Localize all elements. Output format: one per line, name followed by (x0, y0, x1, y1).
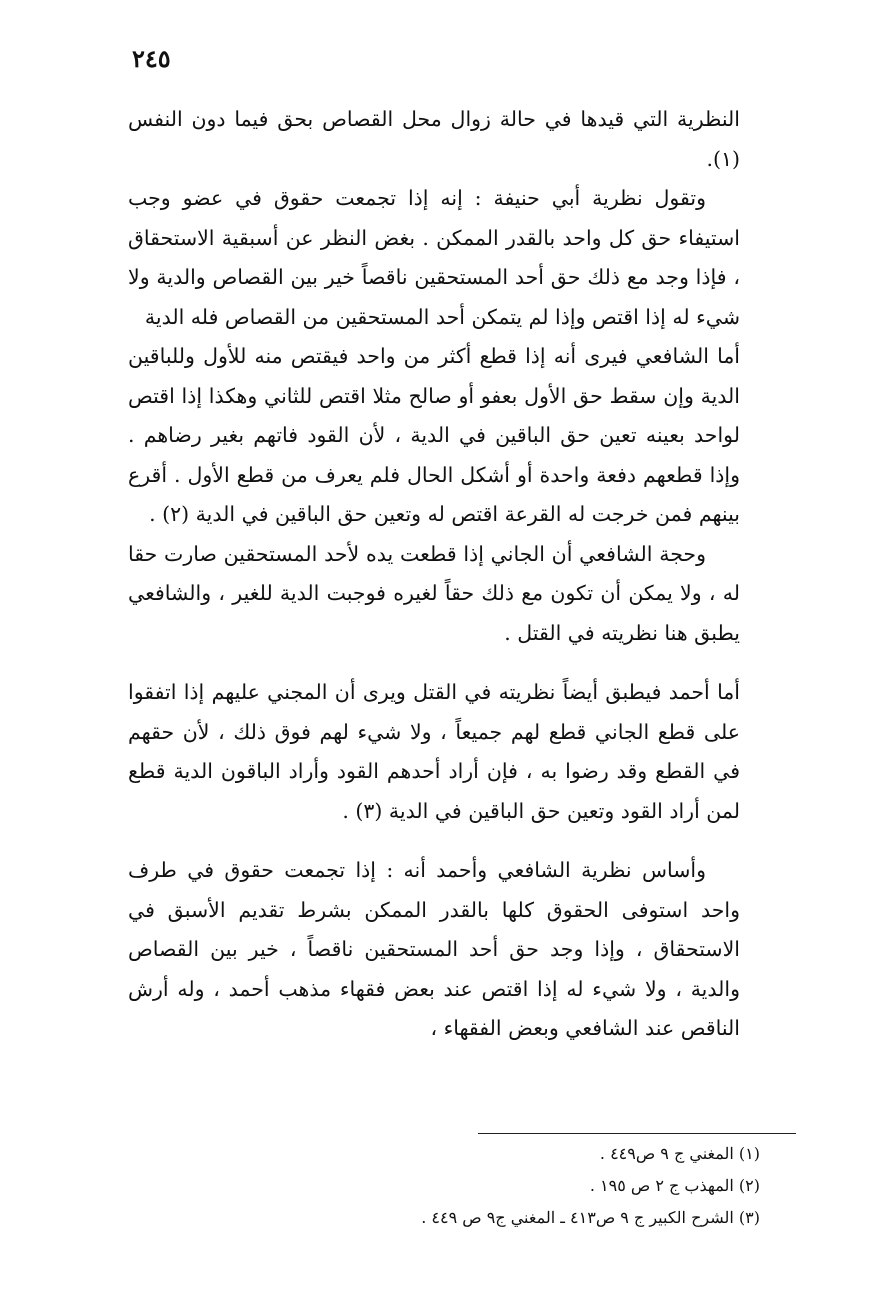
paragraph: أما الشافعي فيرى أنه إذا قطع أكثر من واحد فيقتص منه للأول وللباقين الدية وإن سقط حق الأول بعفو أو صالح مثلا اقتص للثاني وهكذا إذا اقتص لواحد بعينه تعين حق الباقين في الدية ، لأن القود فاتهم بغير رضاهم . وإذا قطعهم دفعة واحدة أو أشكل الحال فلم يعرف من قطع الأول . أقرع بينهم فمن خرجت له القرعة اقتص له وتعين حق الباقين في الدية (٢) . (128, 344, 740, 526)
main-text (128, 100, 740, 1049)
paragraph: وحجة الشافعي أن الجاني إذا قطعت يده لأحد المستحقين صارت حقا له ، ولا يمكن أن تكون مع ذلك حقاً لغيره فوجبت الدية للغير ، والشافعي يطبق هنا نظريته في القتل . (128, 541, 740, 645)
paragraph: وأساس نظرية الشافعي وأحمد أنه : إذا تجمعت حقوق في طرف واحد استوفى الحقوق كلها بالقدر الممكن بشرط تقديم الأسبق في الاستحقاق ، وإذا وجد حق أحد المستحقين ناقصاً ، خير بين القصاص والدية ، ولا شيء له إذا اقتص عند بعض فقهاء مذهب أحمد ، وله أرش الناقص عند الشافعي وبعض الفقهاء ، (128, 858, 740, 1040)
footnotes (300, 1138, 760, 1234)
page-number: ٢٤٥ (132, 44, 171, 73)
paragraph: أما أحمد فيطبق أيضاً نظريته في القتل ويرى أن المجني عليهم إذا اتفقوا على قطع الجاني قطع لهم جميعاً ، ولا شيء لهم فوق ذلك ، لأن حقهم في القطع وقد رضوا به ، فإن أراد أحدهم القود وأراد الباقون الدية قطع لمن أراد القود وتعين حق الباقين في الدية (٣) . (128, 680, 740, 823)
footnote: (١) المغني ج ٩ ص٤٤٩ . (599, 1144, 760, 1163)
footnote: (٢) المهذب ج ٢ ص ١٩٥ . (589, 1176, 760, 1195)
footnote: (٣) الشرح الكبير ج ٩ ص٤١٣ ـ المغني ج٩ ص ٤٤٩ . (421, 1208, 760, 1227)
paragraph: وتقول نظرية أبي حنيفة : إنه إذا تجمعت حقوق في عضو وجب استيفاء حق كل واحد بالقدر الممكن . بغض النظر عن أسبقية الاستحقاق ، فإذا وجد مع ذلك حق أحد المستحقين ناقصاً خير بين القصاص والدية ولا شيء له إذا اقتص وإذا لم يتمكن أحد المستحقين من القصاص فله الدية (128, 186, 740, 329)
paragraph: النظرية التي قيدها في حالة زوال محل القصاص بحق فيما دون النفس (١). (128, 107, 740, 171)
footnote-divider (478, 1133, 796, 1134)
